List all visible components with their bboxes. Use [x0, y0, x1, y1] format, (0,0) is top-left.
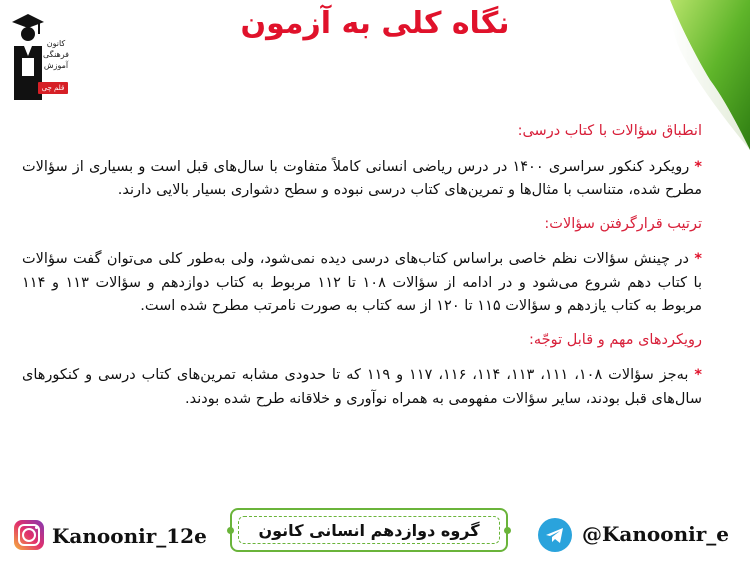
section-body-order: * در چینش سؤالات نظم خاصی براساس کتاب‌های درسی دیده نمی‌شود، ولی به‌طور کلی می‌توان گفت سؤالات با کتاب دهم شروع می‌شود و در ادامه از سؤالات ۱۰۸ تا ۱۱۲ مربوط به کتاب دوازدهم و سؤالات ۱۱۳ و ۱۱۴ مربوط به کتاب یازدهم و سؤالات ۱۱۵ تا ۱۲۰ از سه کتاب به صورت نامرتب مطرح شده است.: [22, 251, 703, 314]
logo-badge: قلم چی: [38, 82, 68, 94]
section-heading-alignment: انطباق سؤالات با کتاب درسی:: [517, 123, 702, 139]
logo-text: کانون فرهنگی آموزش: [43, 39, 69, 70]
section-body-alignment: * رویکرد کنکور سراسری ۱۴۰۰ در درس ریاضی انسانی کاملاً متفاوت با سال‌های قبل است و بسیاری از سؤالات مطرح شده، متناسب با مثال‌ها و تمرین‌های کتاب درسی نبوده و سطح دشواری بسیار بالایی دارند.: [22, 158, 702, 198]
bullet-star-icon: *: [694, 158, 702, 175]
telegram-icon[interactable]: [538, 518, 572, 552]
main-content: [22, 120, 702, 421]
left-dot-decoration: [227, 527, 234, 534]
bullet-star-icon: *: [694, 251, 703, 267]
section-heading-approaches: رویکردهای مهم و قابل توجّه:: [529, 331, 702, 348]
group-label-box: [230, 508, 508, 552]
page-title: نگاه کلی به آزمون: [240, 6, 510, 41]
section-body-approaches: * به‌جز سؤالات ۱۰۸، ۱۱۱، ۱۱۳، ۱۱۴، ۱۱۶، ۱۱۷ و ۱۱۹ که تا حدودی مشابه تمرین‌های کتاب درسی و کنکورهای سال‌های قبل بودند، سایر سؤالات مفهومی به همراه نوآوری و خلاقانه طرح شده بودند.: [22, 367, 702, 407]
group-label: گروه دوازدهم انسانی کانون: [258, 520, 480, 540]
instagram-icon[interactable]: [14, 520, 44, 550]
bullet-star-icon: *: [694, 367, 702, 383]
telegram-handle[interactable]: @Kanoonir_e: [582, 522, 729, 546]
section-heading-order: ترتیب قرارگرفتن سؤالات:: [544, 215, 702, 232]
right-dot-decoration: [504, 527, 511, 534]
instagram-handle[interactable]: Kanoonir_12e: [52, 524, 207, 548]
